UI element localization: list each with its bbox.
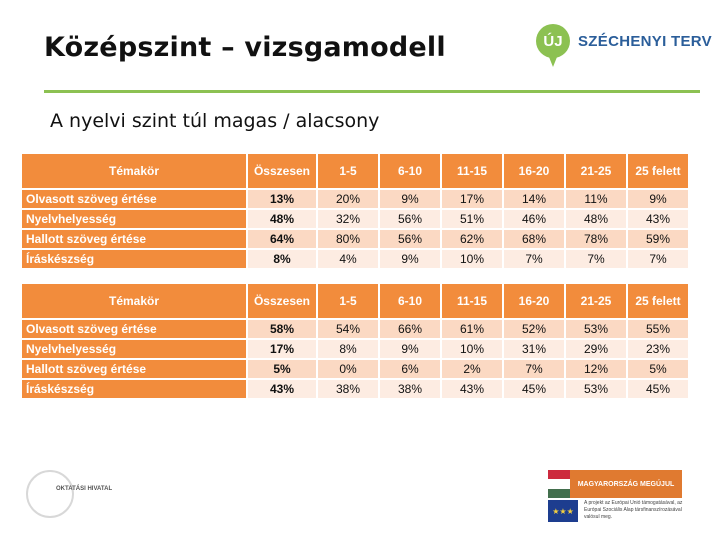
value-cell: 9% <box>380 250 440 268</box>
column-header: 1-5 <box>318 154 378 188</box>
value-cell: 12% <box>566 360 626 378</box>
value-cell: 46% <box>504 210 564 228</box>
column-header: Témakör <box>22 284 246 318</box>
column-header: 6-10 <box>380 284 440 318</box>
value-cell: 38% <box>380 380 440 398</box>
total-cell: 13% <box>248 190 316 208</box>
value-cell: 6% <box>380 360 440 378</box>
value-cell: 9% <box>380 340 440 358</box>
value-cell: 31% <box>504 340 564 358</box>
value-cell: 38% <box>318 380 378 398</box>
value-cell: 7% <box>566 250 626 268</box>
topic-cell: Olvasott szöveg értése <box>22 320 246 338</box>
column-header: 21-25 <box>566 154 626 188</box>
topic-cell: Hallott szöveg értése <box>22 230 246 248</box>
value-cell: 9% <box>380 190 440 208</box>
value-cell: 14% <box>504 190 564 208</box>
value-cell: 20% <box>318 190 378 208</box>
value-cell: 54% <box>318 320 378 338</box>
total-cell: 64% <box>248 230 316 248</box>
szechenyi-terv-logo <box>536 18 712 64</box>
value-cell: 9% <box>628 190 688 208</box>
results-table-1 <box>20 152 690 270</box>
topic-cell: Hallott szöveg értése <box>22 360 246 378</box>
table-row <box>22 340 688 358</box>
value-cell: 48% <box>566 210 626 228</box>
total-cell: 43% <box>248 380 316 398</box>
value-cell: 7% <box>504 250 564 268</box>
value-cell: 56% <box>380 230 440 248</box>
table-row <box>22 320 688 338</box>
table-row <box>22 210 688 228</box>
value-cell: 10% <box>442 340 502 358</box>
value-cell: 53% <box>566 320 626 338</box>
table-row <box>22 190 688 208</box>
results-table-2 <box>20 282 690 400</box>
value-cell: 0% <box>318 360 378 378</box>
slide-subtitle: A nyelvi szint túl magas / alacsony <box>50 110 380 132</box>
value-cell: 78% <box>566 230 626 248</box>
value-cell: 4% <box>318 250 378 268</box>
table-row <box>22 230 688 248</box>
total-cell: 17% <box>248 340 316 358</box>
column-header: 6-10 <box>380 154 440 188</box>
value-cell: 2% <box>442 360 502 378</box>
topic-cell: Íráskészség <box>22 250 246 268</box>
value-cell: 29% <box>566 340 626 358</box>
oktatasi-hivatal-seal-icon <box>26 470 74 518</box>
value-cell: 17% <box>442 190 502 208</box>
banner-text: MAGYARORSZÁG MEGÚJUL <box>570 470 682 498</box>
value-cell: 61% <box>442 320 502 338</box>
value-cell: 32% <box>318 210 378 228</box>
column-header: 1-5 <box>318 284 378 318</box>
slide-title: Középszint – vizsgamodell <box>44 32 446 63</box>
map-pin-icon: ÚJ <box>536 24 570 58</box>
column-header: 25 felett <box>628 154 688 188</box>
column-header: Összesen <box>248 154 316 188</box>
value-cell: 8% <box>318 340 378 358</box>
total-cell: 5% <box>248 360 316 378</box>
oktatasi-hivatal-logo: OKTATÁSI HIVATAL <box>56 486 113 492</box>
value-cell: 56% <box>380 210 440 228</box>
value-cell: 66% <box>380 320 440 338</box>
table-row <box>22 360 688 378</box>
value-cell: 23% <box>628 340 688 358</box>
topic-cell: Nyelvhelyesség <box>22 210 246 228</box>
hungarian-flag-icon <box>548 470 570 498</box>
column-header: 21-25 <box>566 284 626 318</box>
title-divider <box>44 90 700 93</box>
table-row <box>22 250 688 268</box>
column-header: 25 felett <box>628 284 688 318</box>
column-header: 16-20 <box>504 284 564 318</box>
value-cell: 11% <box>566 190 626 208</box>
value-cell: 52% <box>504 320 564 338</box>
value-cell: 53% <box>566 380 626 398</box>
value-cell: 7% <box>504 360 564 378</box>
eu-flag-icon: ★★★ <box>548 500 578 522</box>
value-cell: 43% <box>628 210 688 228</box>
value-cell: 59% <box>628 230 688 248</box>
total-cell: 58% <box>248 320 316 338</box>
value-cell: 5% <box>628 360 688 378</box>
table-row <box>22 380 688 398</box>
column-header: Témakör <box>22 154 246 188</box>
value-cell: 68% <box>504 230 564 248</box>
topic-cell: Íráskészség <box>22 380 246 398</box>
topic-cell: Olvasott szöveg értése <box>22 190 246 208</box>
value-cell: 7% <box>628 250 688 268</box>
total-cell: 8% <box>248 250 316 268</box>
value-cell: 62% <box>442 230 502 248</box>
logo-text: SZÉCHENYI TERV <box>578 32 712 50</box>
value-cell: 55% <box>628 320 688 338</box>
column-header: Összesen <box>248 284 316 318</box>
total-cell: 48% <box>248 210 316 228</box>
column-header: 11-15 <box>442 284 502 318</box>
column-header: 16-20 <box>504 154 564 188</box>
value-cell: 51% <box>442 210 502 228</box>
value-cell: 45% <box>628 380 688 398</box>
topic-cell: Nyelvhelyesség <box>22 340 246 358</box>
value-cell: 43% <box>442 380 502 398</box>
value-cell: 80% <box>318 230 378 248</box>
value-cell: 45% <box>504 380 564 398</box>
magyarorszag-megujul-banner <box>548 470 682 498</box>
eu-funding-note: A projekt az Európai Unió támogatásával, az Európai Szociális Alap társfinanszírozásával valósul meg. <box>584 500 683 520</box>
value-cell: 10% <box>442 250 502 268</box>
column-header: 11-15 <box>442 154 502 188</box>
